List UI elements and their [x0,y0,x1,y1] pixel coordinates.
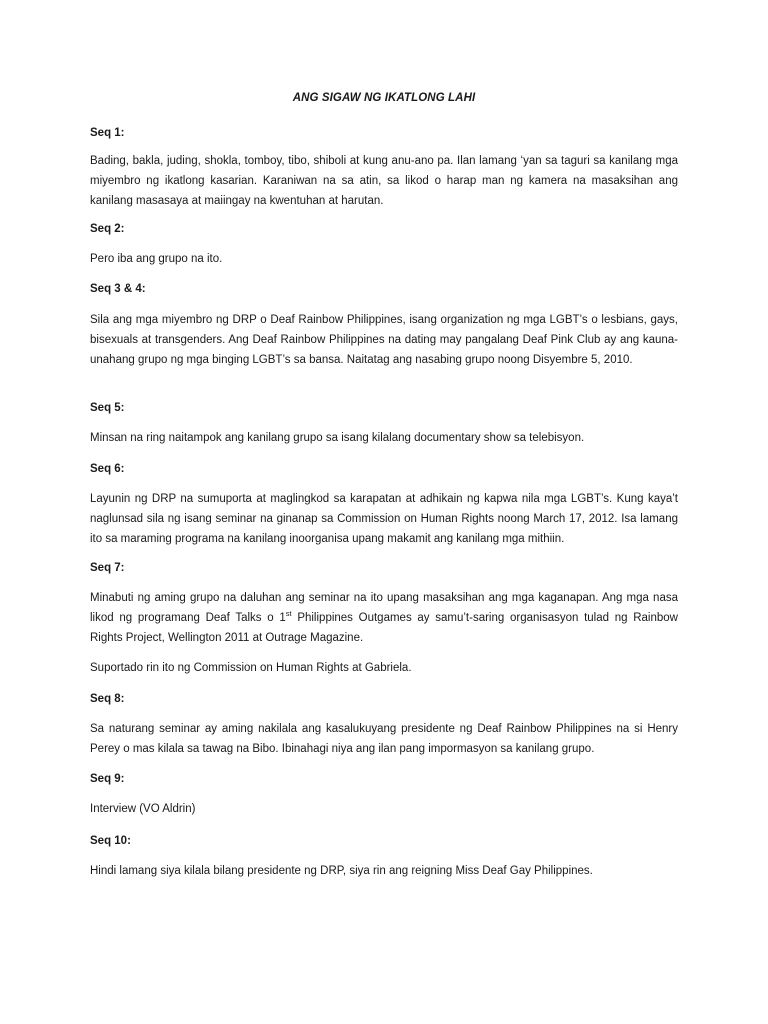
section-heading-seq-5: Seq 5: [90,402,125,414]
paragraph-seq-7-text-continued: Philippines Outgames ay samu’t-saring organisasyon tulad ng Rainbow Rights Project, Wellington 2011 at Outrage Magazine. [90,612,678,644]
paragraph-seq-5: Minsan na ring naitampok ang kanilang grupo sa isang kilalang documentary show sa telebisyon. [90,432,585,444]
paragraph-seq-10: Hindi lamang siya kilala bilang presidente ng DRP, siya rin ang reigning Miss Deaf Gay Philippines. [90,865,593,877]
paragraph-seq-9: Interview (VO Aldrin) [90,803,196,815]
section-heading-seq-10: Seq 10: [90,835,131,847]
section-heading-seq-1: Seq 1: [90,127,125,139]
section-heading-seq-9: Seq 9: [90,773,125,785]
paragraph-seq-3-4: Sila ang mga miyembro ng DRP o Deaf Rainbow Philippines, isang organization ng mga LGBT’s o lesbians, gays, bisexuals at transgenders. Ang Deaf Rainbow Philippines na dating may pangalang Deaf Pink Club ay ang kauna-unahang grupo ng mga binging LGBT’s sa bansa. Naitatag ang nasabing grupo noong Disyembre 5, 2010. [90,314,678,366]
paragraph-seq-7-support: Suportado rin ito ng Commission on Human Rights at Gabriela. [90,662,412,674]
paragraph-seq-1: Bading, bakla, juding, shokla, tomboy, tibo, shiboli at kung anu-ano pa. Ilan lamang ‘yan sa taguri sa kanilang mga miyembro ng ikatlong kasarian. Karaniwan na sa atin, sa likod o harap man ng kamera na masaksihan ang kanilang masasaya at maiingay na kwentuhan at harutan. [90,155,678,207]
ordinal-superscript: st [285,609,292,618]
section-heading-seq-2: Seq 2: [90,223,125,235]
paragraph-seq-8: Sa naturang seminar ay aming nakilala ang kasalukuyang presidente ng Deaf Rainbow Philippines na si Henry Perey o mas kilala sa tawag na Bibo. Ibinahagi niya ang ilan pang impormasyon sa kanilang grupo. [90,723,678,755]
document-title: ANG SIGAW NG IKATLONG LAHI [292,92,476,104]
paragraph-seq-6: Layunin ng DRP na sumuporta at maglingkod sa karapatan at adhikain ng kapwa nila mga LGBT’s. Kung kaya’t naglunsad sila ng isang seminar na ginanap sa Commission on Human Rights noong March 17, 2012. Isa lamang ito sa maraming programa na kanilang inoorganisa upang makamit ang kanilang mga mithiin. [90,493,678,545]
section-heading-seq-7: Seq 7: [90,562,125,574]
section-heading-seq-8: Seq 8: [90,693,125,705]
paragraph-seq-7-text: Minabuti ng aming grupo na daluhan ang seminar na ito upang masaksihan ang mga kaganapan. Ang mga nasa likod ng programang Deaf Talks o 1 [90,592,678,624]
section-heading-seq-6: Seq 6: [90,463,125,475]
section-heading-seq-3-4: Seq 3 & 4: [90,283,146,295]
paragraph-seq-2: Pero iba ang grupo na ito. [90,253,223,265]
paragraph-seq-7 [90,588,678,648]
